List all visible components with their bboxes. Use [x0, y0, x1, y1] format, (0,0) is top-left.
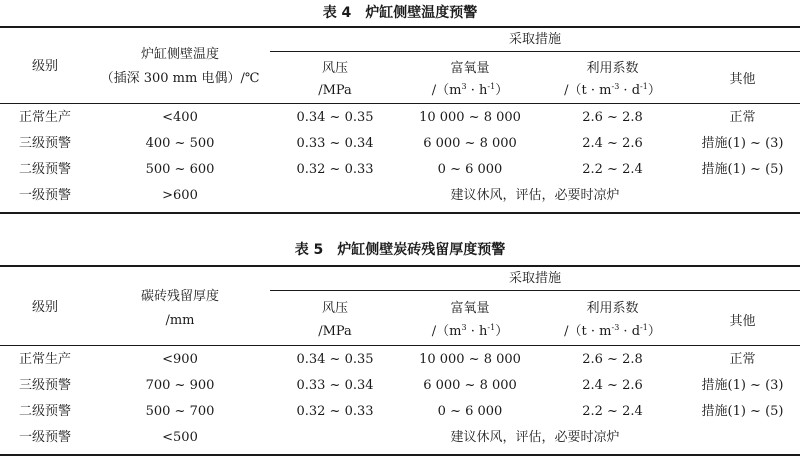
table-row-pressure: 0.34 ~ 0.35	[296, 352, 374, 367]
table-row-oxygen: 0 ~ 6 000	[437, 162, 503, 177]
table-row-level: 一级预警	[18, 188, 71, 203]
table-row-coef: 2.2 ~ 2.4	[582, 162, 643, 177]
header-level: 级别	[31, 59, 58, 74]
coef-unit-pre: /（t · m	[564, 324, 612, 339]
table-row-metric: 500 ~ 700	[145, 404, 215, 419]
table-row-oxygen: 10 000 ~ 8 000	[419, 110, 521, 125]
coef-unit-sup1: -3	[611, 323, 620, 332]
table-row-other: 措施(1) ~ (5)	[701, 162, 784, 177]
oxygen-unit-mid: · h	[466, 324, 488, 339]
oxygen-unit-post: ）	[495, 83, 509, 98]
table-row-level: 二级预警	[18, 404, 71, 419]
table-5-header-rule	[0, 345, 800, 346]
table-4-top-rule	[0, 26, 800, 28]
table-row-level: 三级预警	[18, 378, 71, 393]
oxygen-unit-mid: · h	[466, 83, 488, 98]
table-row-pressure: 0.33 ~ 0.34	[296, 378, 374, 393]
header-metric-line2: /mm	[165, 313, 195, 328]
table-row-other: 措施(1) ~ (3)	[701, 378, 784, 393]
table-4-title: 炉缸侧壁温度预警	[365, 5, 478, 21]
header-measures: 采取措施	[508, 271, 561, 286]
coef-unit-mid: · d	[619, 83, 641, 98]
table-5-caption	[0, 241, 800, 259]
coef-unit-pre: /（t · m	[564, 83, 612, 98]
table-row-coef: 2.2 ~ 2.4	[582, 404, 643, 419]
oxygen-unit-sup1: 3	[461, 82, 467, 91]
table-row-merged: 建议休风，评估，必要时凉炉	[450, 430, 620, 445]
table-row-pressure: 0.34 ~ 0.35	[296, 110, 374, 125]
table-row-level: 一级预警	[18, 430, 71, 445]
header-oxygen: 富氧量	[450, 301, 490, 316]
table-row-level: 三级预警	[18, 136, 71, 151]
table-row-oxygen: 6 000 ~ 8 000	[423, 136, 517, 151]
table-row-other: 措施(1) ~ (3)	[701, 136, 784, 151]
coef-unit-mid: · d	[619, 324, 641, 339]
header-metric-line1: 碳砖残留厚度	[140, 289, 219, 304]
oxygen-unit-sup2: -1	[487, 82, 496, 91]
table-row-level: 正常生产	[18, 352, 71, 367]
header-pressure: 风压	[321, 61, 348, 76]
coef-unit-sup2: -1	[640, 323, 648, 332]
header-coef-unit	[540, 82, 685, 100]
header-oxygen-unit	[400, 323, 540, 341]
table-5-number: 表 5	[294, 242, 324, 258]
table-4-measures-rule	[270, 51, 800, 52]
header-other: 其他	[729, 314, 756, 329]
header-metric-line1: 炉缸侧壁温度	[140, 47, 219, 62]
oxygen-unit-pre: /（m	[431, 324, 462, 339]
header-oxygen-unit	[400, 82, 540, 100]
header-metric-line2: （插深 300 mm 电偶）/℃	[100, 71, 260, 86]
oxygen-unit-sup1: 3	[461, 323, 467, 332]
header-pressure: 风压	[321, 301, 348, 316]
table-5-top-rule	[0, 265, 800, 267]
oxygen-unit-sup2: -1	[487, 323, 496, 332]
coef-unit-post: ）	[647, 83, 661, 98]
oxygen-unit-post: ）	[495, 324, 509, 339]
coef-unit-sup2: -1	[640, 82, 648, 91]
table-row-pressure: 0.32 ~ 0.33	[296, 404, 374, 419]
table-row-pressure: 0.32 ~ 0.33	[296, 162, 374, 177]
table-row-metric: 500 ~ 600	[145, 162, 215, 177]
header-oxygen: 富氧量	[450, 61, 490, 76]
table-row-coef: 2.6 ~ 2.8	[582, 352, 643, 367]
header-level: 级别	[31, 300, 58, 315]
table-row-oxygen: 10 000 ~ 8 000	[419, 352, 521, 367]
table-row-metric: 400 ~ 500	[145, 136, 215, 151]
header-coef: 利用系数	[586, 301, 639, 316]
table-row-other: 正常	[729, 352, 756, 367]
table-row-coef: 2.6 ~ 2.8	[582, 110, 643, 125]
header-coef-unit	[540, 323, 685, 341]
table-row-metric: <400	[162, 110, 198, 125]
table-4-number: 表 4	[322, 5, 352, 21]
table-row-oxygen: 6 000 ~ 8 000	[423, 378, 517, 393]
header-other: 其他	[729, 72, 756, 87]
table-row-pressure: 0.33 ~ 0.34	[296, 136, 374, 151]
table-5-title: 炉缸侧壁炭砖残留厚度预警	[337, 242, 506, 258]
table-row-oxygen: 0 ~ 6 000	[437, 404, 503, 419]
table-row-level: 正常生产	[18, 110, 71, 125]
table-row-coef: 2.4 ~ 2.6	[582, 378, 643, 393]
table-row-coef: 2.4 ~ 2.6	[582, 136, 643, 151]
table-row-metric: <900	[162, 352, 198, 367]
table-row-merged: 建议休风，评估，必要时凉炉	[450, 188, 620, 203]
table-row-metric: 700 ~ 900	[145, 378, 215, 393]
table-row-metric: <500	[162, 430, 198, 445]
header-pressure-unit: /MPa	[318, 324, 352, 339]
table-row-metric: >600	[162, 188, 198, 203]
table-row-other: 正常	[729, 110, 756, 125]
table-row-other: 措施(1) ~ (5)	[701, 404, 784, 419]
coef-unit-post: ）	[647, 324, 661, 339]
table-4-bottom-rule	[0, 212, 800, 214]
table-row-level: 二级预警	[18, 162, 71, 177]
oxygen-unit-pre: /（m	[431, 83, 462, 98]
header-coef: 利用系数	[586, 61, 639, 76]
table-5-bottom-rule	[0, 454, 800, 456]
coef-unit-sup1: -3	[611, 82, 620, 91]
table-4-caption	[0, 4, 800, 22]
table-5-measures-rule	[270, 290, 800, 291]
header-measures: 采取措施	[508, 32, 561, 47]
header-pressure-unit: /MPa	[318, 83, 352, 98]
table-4-header-rule	[0, 103, 800, 104]
